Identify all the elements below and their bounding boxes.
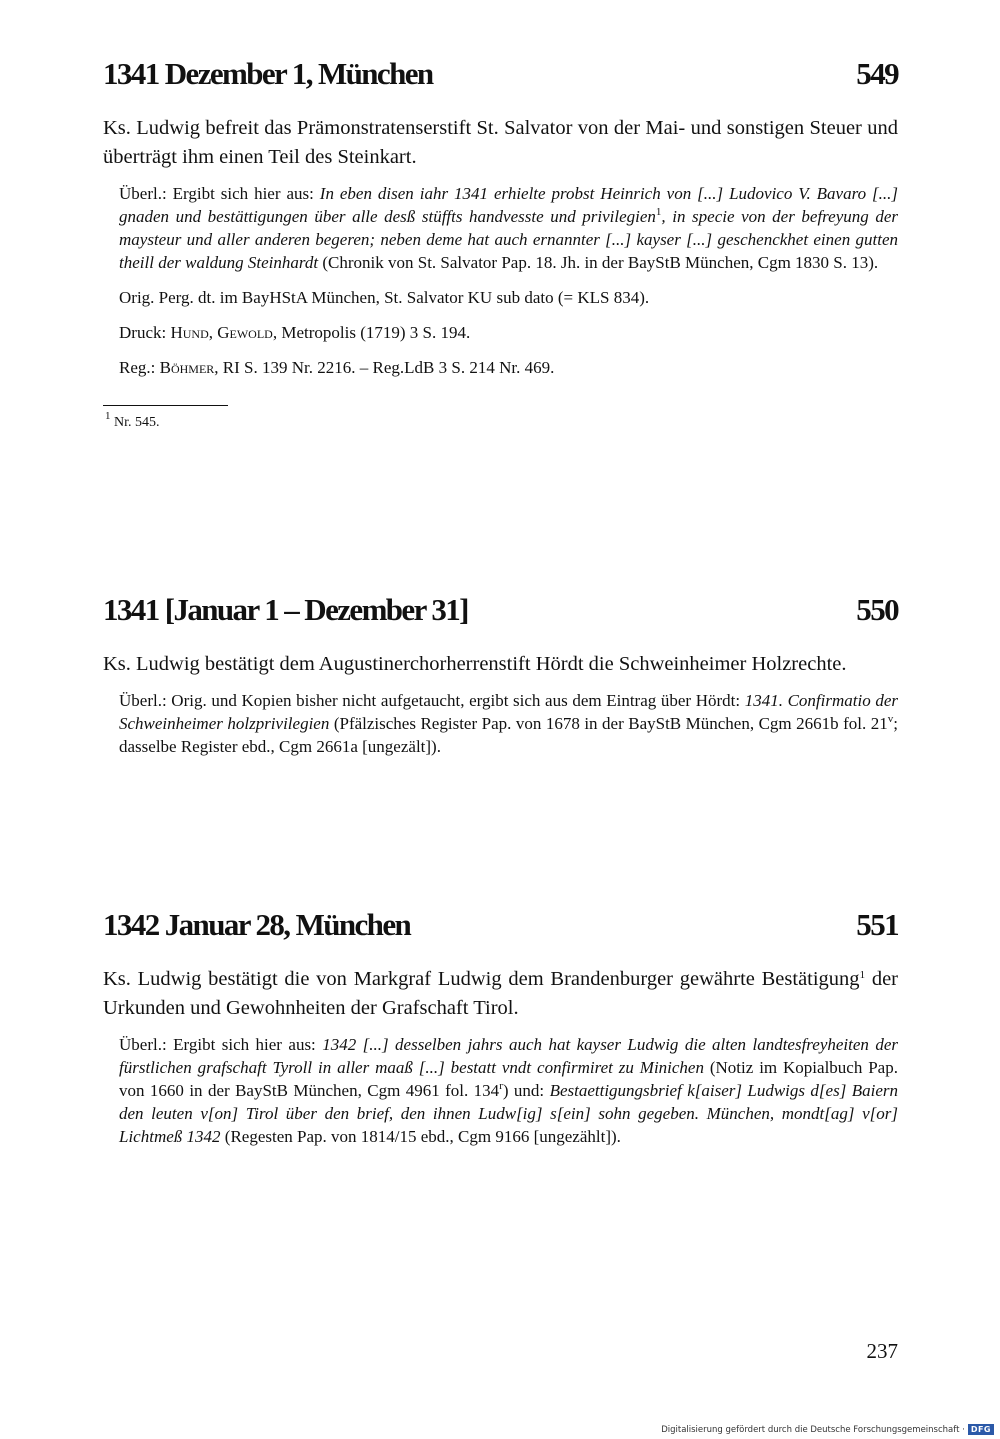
entry-summary (103, 965, 898, 1023)
source-citation: (Chronik von St. Salvator Pap. 18. Jh. in der BayStB München, Cgm 1830 S. 13). (318, 253, 879, 272)
author-name: Hund (170, 323, 209, 342)
entry-date: 1341 Dezember 1, München (103, 56, 433, 91)
quote-text: In eben disen iahr 1341 erhielte probst Heinrich von [...] Ludovico V. Bavaro [...] gnaden und bestättigungen über alle desß stüffts handvesste und privilegien (119, 184, 899, 226)
footnote-mark: 1 (105, 410, 111, 422)
dfg-logo: DFG (968, 1424, 994, 1435)
source-citation: ) und: (502, 1081, 550, 1100)
entry-date: 1341 [Januar 1 – Dezember 31] (103, 592, 468, 627)
entry-number: 549 (856, 56, 898, 91)
folio-side: v (887, 713, 894, 725)
note-lead: Reg.: (119, 358, 160, 377)
summary-text: der Urkunden und Gewohnheiten der Grafschaft Tirol. (103, 968, 898, 1019)
entry-summary: Ks. Ludwig befreit das Prämonstratenserstift St. Salvator von der Mai- und sonstigen Steuer und überträgt ihm einen Teil des Steinkart. (103, 117, 898, 168)
regest-note (119, 356, 898, 379)
author-name: Gewold (217, 323, 273, 342)
entry-date: 1342 Januar 28, München (103, 907, 411, 942)
footnote-divider (103, 405, 228, 406)
footnote-text: Nr. 545. (110, 415, 160, 430)
entry-heading (103, 54, 898, 102)
note-lead: Überl.: Ergibt sich hier aus: (119, 184, 320, 203)
footnote (105, 410, 898, 432)
note-lead: Druck: (119, 323, 171, 342)
entry-heading (103, 905, 898, 953)
original-note: Orig. Perg. dt. im BayHStA München, St. Salvator KU sub dato (= KLS 834). (119, 288, 650, 307)
source-citation: (Notiz im Kopialbuch Pap. von 1660 in der BayStB München, Cgm 4961 fol. 134 (119, 1058, 898, 1100)
funding-banner (661, 1424, 994, 1435)
entry-550 (103, 590, 898, 758)
quote-text: Bestaettigungsbrief k[aiser] Ludwigs d[es] Baiern den leuten v[on] Tirol über den brief, den ihnen Ludw[ig] s[ein] sohn gegeben. München, mondt[ag] v[or] Lichtmeß 1342 (119, 1081, 899, 1146)
folio-side: r (499, 1080, 503, 1092)
entry-summary: Ks. Ludwig bestätigt dem Augustinerchorherrenstift Hördt die Schweinheimer Holzrechte. (103, 653, 847, 675)
footnote-reference: 1 (859, 969, 866, 981)
entry-549 (103, 54, 898, 432)
source-citation: ; dasselbe Register ebd., Cgm 2661a [ungezält]). (119, 714, 898, 756)
note-lead: Überl.: Orig. und Kopien bisher nicht aufgetaucht, ergibt sich aus dem Eintrag über Hördt: (119, 691, 745, 710)
page-number: 237 (866, 1339, 898, 1363)
entry-number: 551 (856, 907, 898, 942)
entry-number: 550 (856, 592, 898, 627)
footnote-reference: 1 (655, 206, 662, 218)
entry-551 (103, 905, 898, 1148)
author-name: Böhmer (159, 358, 215, 377)
regest-reference: , RI S. 139 Nr. 2216. – Reg.LdB 3 S. 214 Nr. 469. (214, 358, 555, 377)
quote-text: , in specie von der befreyung der maysteur und aller anderen begeren; neben deme hat auch ernannter [...] kayser [...] geschenckhet einen gutten theill der waldung Steinhardt (119, 207, 898, 272)
separator: , (208, 323, 218, 342)
note-lead: Überl.: Ergibt sich hier aus: (119, 1035, 323, 1054)
source-citation: (Pfälzisches Register Pap. von 1678 in der BayStB München, Cgm 2661b fol. 21 (329, 714, 888, 733)
tradition-note (119, 689, 898, 758)
funding-note: Digitalisierung gefördert durch die Deutsche Forschungsgemeinschaft · (661, 1424, 965, 1435)
summary-text: Ks. Ludwig bestätigt die von Markgraf Ludwig dem Brandenburger gewährte Bestätigung (103, 968, 860, 990)
quote-text: 1342 [...] desselben jahrs auch hat kayser Ludwig die alten landtesfreyheiten der fürstlichen grafschaft Tyroll in aller maaß [...] bestatt vndt confirmiret zu Minichen (119, 1035, 899, 1077)
quote-text: 1341. Confirmatio der Schweinheimer holzprivilegien (119, 691, 898, 733)
tradition-note (119, 1033, 898, 1148)
print-reference: , Metropolis (1719) 3 S. 194. (272, 323, 471, 342)
print-note (119, 321, 898, 344)
entry-heading (103, 590, 898, 638)
tradition-note (119, 182, 898, 274)
source-citation: (Regesten Pap. von 1814/15 ebd., Cgm 9166 [ungezählt]). (220, 1127, 621, 1146)
